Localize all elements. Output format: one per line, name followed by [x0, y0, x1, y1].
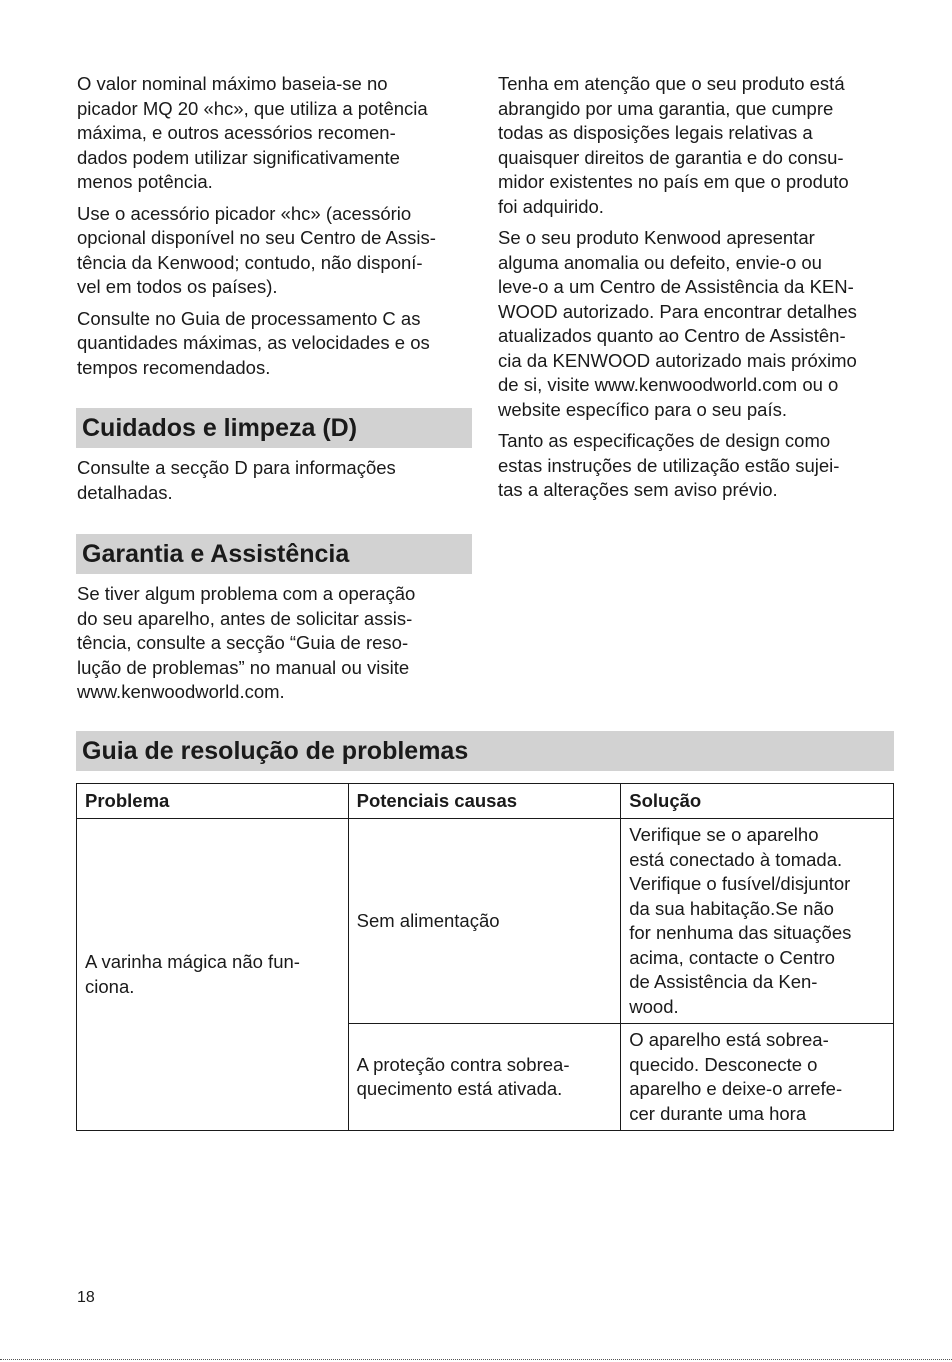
warranty-coverage-paragraph: Tenha em atenção que o seu produto está abrangido por uma garantia, que cumpre todas as disposições legais relativas a quaisquer direitos de garantia e do consu- midor existentes no país em que o produto foi adquirido.: [498, 73, 849, 217]
service-center-paragraph: Se o seu produto Kenwood apresentar alguma anomalia ou defeito, envie-o ou leve-o a um Centro de Assistência da KEN- WOOD autorizado. Para encontrar detalhes atualizados quanto ao Centro de Assistên- cia da KENWOOD autorizado mais próximo de si, visite www.kenwoodworld.com ou o website específico para o seu país.: [498, 227, 857, 420]
specifications-notice-paragraph: Tanto as especificações de design como estas instruções de utilização estão sujei- tas a alterações sem aviso prévio.: [498, 430, 840, 500]
table-row: [77, 819, 894, 1024]
header-causes: Potenciais causas: [348, 784, 621, 819]
header-solution: Solução: [621, 784, 894, 819]
bottom-divider: [0, 1359, 952, 1360]
table-header-row: [77, 784, 894, 819]
solution-cell: Verifique se o aparelho está conectado à tomada. Verifique o fusível/disjuntor da sua habitação.Se não for nenhuma das situações acima, contacte o Centro de Assistência da Ken- wood.: [621, 819, 894, 1024]
right-column: [498, 72, 894, 510]
left-column: [77, 72, 473, 387]
warranty-heading: Garantia e Assistência: [76, 534, 472, 574]
rating-paragraph: O valor nominal máximo baseia-se no picador MQ 20 «hc», que utiliza a potência máxima, e outros acessórios recomen- dados podem utilizar significativamente menos potência.: [77, 73, 428, 192]
troubleshooting-heading: Guia de resolução de problemas: [76, 731, 894, 771]
warranty-text: Se tiver algum problema com a operação do seu aparelho, antes de solicitar assis- tência, consulte a secção “Guia de reso- lução de problemas” no manual ou visite www.kenwoodworld.com.: [77, 583, 416, 702]
cause-cell: A proteção contra sobrea- quecimento está ativada.: [348, 1024, 621, 1131]
cause-cell: Sem alimentação: [348, 819, 621, 1024]
problem-cell: A varinha mágica não fun- ciona.: [77, 819, 349, 1131]
troubleshooting-table: [76, 783, 894, 1131]
accessory-paragraph: Use o acessório picador «hc» (acessório opcional disponível no seu Centro de Assis- tência da Kenwood; contudo, não disponí- vel em todos os países).: [77, 202, 436, 297]
header-problem: Problema: [77, 784, 349, 819]
solution-cell: O aparelho está sobrea- quecido. Desconecte o aparelho e deixe-o arrefe- cer durante uma hora: [621, 1024, 894, 1131]
page-number: 18: [77, 1289, 95, 1306]
care-text: Consulte a secção D para informações detalhadas.: [77, 457, 396, 503]
care-heading: Cuidados e limpeza (D): [76, 408, 472, 448]
processing-guide-paragraph: Consulte no Guia de processamento C as quantidades máximas, as velocidades e os tempos recomendados.: [77, 307, 430, 378]
